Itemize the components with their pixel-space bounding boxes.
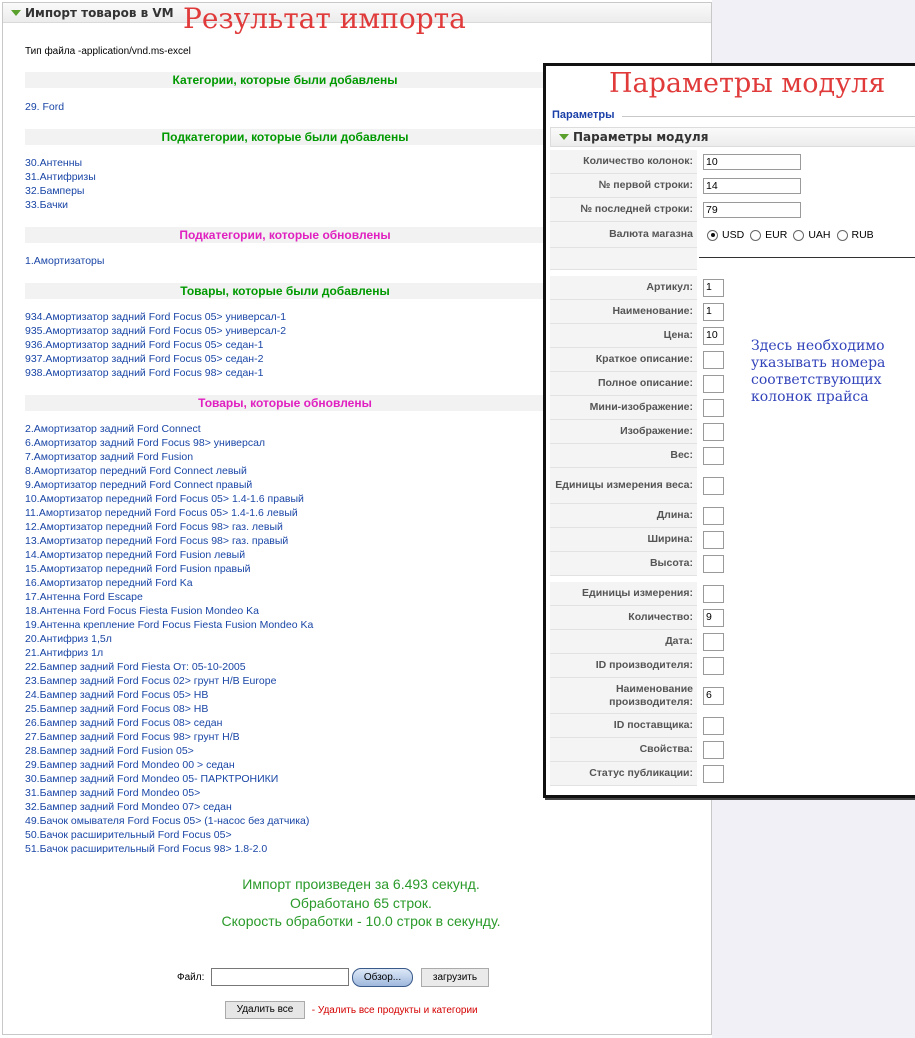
list-item[interactable]: 15.Амортизатор передний Ford Fusion правый — [25, 563, 251, 575]
list-item[interactable]: 31.Антифризы — [25, 171, 96, 183]
param-row — [550, 582, 915, 606]
currency-option-label: RUB — [851, 229, 874, 241]
param-label — [550, 276, 697, 300]
list-item[interactable]: 27.Бампер задний Ford Focus 98> грунт H/B — [25, 731, 240, 743]
param-row — [550, 606, 915, 630]
param-label-text: Единицы измерения веса: — [555, 479, 693, 491]
list-item[interactable]: 8.Амортизатор передний Ford Connect левый — [25, 465, 247, 477]
subcategories-updated-list — [25, 254, 104, 268]
list-item[interactable]: 28.Бампер задний Ford Fusion 05> — [25, 745, 194, 757]
param-label — [550, 420, 697, 444]
param-label — [550, 150, 697, 174]
param-label-text: ID поставщика: — [613, 719, 693, 731]
currency-option[interactable] — [837, 229, 874, 241]
param-label — [550, 444, 697, 468]
section-products-updated-title: Товары, которые обновлены — [25, 395, 545, 411]
radio-button[interactable] — [750, 230, 761, 241]
param-label — [550, 678, 697, 714]
param-row — [550, 504, 915, 528]
param-label-text: ID производителя: — [595, 659, 693, 671]
param-label — [550, 654, 697, 678]
param-input[interactable]: 10 — [703, 154, 801, 170]
param-input[interactable] — [703, 657, 724, 675]
note-line: колонок прайса — [751, 389, 869, 405]
section-products-added-title: Товары, которые были добавлены — [25, 283, 545, 299]
note-line: соответствующих — [751, 372, 882, 388]
module-params-panel — [543, 63, 915, 798]
list-item[interactable]: 20.Антифриз 1,5л — [25, 633, 112, 645]
param-row — [550, 762, 915, 786]
list-item[interactable]: 2.Амортизатор задний Ford Connect — [25, 423, 201, 435]
collapse-triangle-icon[interactable] — [559, 134, 569, 140]
list-item[interactable]: 21.Антифриз 1л — [25, 647, 104, 659]
params-subheader[interactable] — [550, 127, 915, 147]
list-item[interactable]: 11.Амортизатор передний Ford Focus 05> 1.4-1.6 левый — [25, 507, 298, 519]
params-overlay-label: Параметры модуля — [609, 68, 886, 99]
products-updated-list — [25, 422, 313, 856]
currency-option[interactable] — [750, 229, 787, 241]
params-tab-link[interactable]: Параметры — [552, 109, 615, 121]
list-item[interactable]: 32.Бампер задний Ford Mondeo 07> седан — [25, 801, 232, 813]
file-path-input[interactable] — [211, 968, 349, 986]
param-row — [550, 198, 915, 222]
list-item[interactable]: 12.Амортизатор передний Ford Focus 98> газ. левый — [25, 521, 283, 533]
list-item[interactable]: 934.Амортизатор задний Ford Focus 05> универсал-1 — [25, 311, 287, 323]
param-label — [550, 528, 697, 552]
param-label-text: Высота: — [649, 557, 693, 569]
panel-title: Импорт товаров в VM — [25, 6, 174, 20]
param-label-text: Статус публикации: — [589, 767, 693, 779]
param-input[interactable] — [703, 765, 724, 783]
list-item[interactable]: 937.Амортизатор задний Ford Focus 05> седан-2 — [25, 353, 264, 365]
param-row — [550, 276, 915, 300]
params-subtitle: Параметры модуля — [573, 130, 709, 144]
subcategories-added-list — [25, 156, 96, 212]
file-type-text: Тип файла -application/vnd.ms-excel — [25, 46, 191, 57]
browse-button[interactable]: Обзор... — [352, 968, 413, 987]
list-item[interactable]: 51.Бачок расширительный Ford Focus 98> 1.8-2.0 — [25, 843, 268, 855]
list-item[interactable]: 13.Амортизатор передний Ford Focus 98> газ. правый — [25, 535, 289, 547]
param-label-text: Изображение: — [620, 425, 693, 437]
summary-speed: Скорость обработки - 10.0 строк в секунду. — [221, 913, 501, 929]
param-input[interactable]: 10 — [703, 327, 724, 345]
currency-option[interactable] — [707, 229, 744, 241]
param-label-text: Мини-изображение: — [589, 401, 693, 413]
param-input[interactable]: 9 — [703, 609, 724, 627]
section-subcategories-updated-title: Подкатегории, которые обновлены — [25, 227, 545, 243]
list-item[interactable]: 29. Ford — [25, 101, 65, 113]
param-input[interactable]: 6 — [703, 687, 724, 705]
list-item[interactable]: 33.Бачки — [25, 199, 69, 211]
list-item[interactable]: 936.Амортизатор задний Ford Focus 05> седан-1 — [25, 339, 264, 351]
param-label — [550, 248, 697, 270]
param-label-text: № последней строки: — [580, 203, 693, 215]
param-label — [550, 324, 697, 348]
param-row — [550, 174, 915, 198]
currency-option-label: USD — [722, 229, 745, 241]
param-input[interactable]: 1 — [703, 279, 724, 297]
param-label — [550, 738, 697, 762]
param-label-text: Цена: — [663, 329, 693, 341]
note-line: Здесь необходимо — [751, 338, 885, 354]
param-spacer-row — [550, 248, 915, 270]
param-label — [550, 222, 697, 248]
param-input[interactable] — [703, 477, 724, 495]
param-input[interactable] — [703, 555, 724, 573]
delete-all-button[interactable]: Удалить все — [225, 1001, 305, 1019]
param-input[interactable] — [703, 741, 724, 759]
upload-button[interactable]: загрузить — [421, 968, 489, 987]
param-row — [550, 468, 915, 504]
currency-option-label: EUR — [765, 229, 788, 241]
list-item[interactable]: 30.Бампер задний Ford Mondeo 05- ПАРКТРОНИКИ — [25, 773, 279, 785]
param-input[interactable] — [703, 633, 724, 651]
currency-divider — [699, 257, 915, 258]
delete-all-description: - Удалить все продукты и категории — [311, 1004, 478, 1016]
list-item[interactable]: 32.Бамперы — [25, 185, 85, 197]
currency-radio-group — [707, 229, 880, 241]
param-label-text: Ширина: — [647, 533, 693, 545]
collapse-triangle-icon[interactable] — [11, 10, 21, 16]
param-row — [550, 630, 915, 654]
param-label — [550, 714, 697, 738]
param-label-text: Вес: — [670, 449, 693, 461]
categories-added-list — [25, 100, 64, 114]
param-label — [550, 762, 697, 786]
param-label-text: Свойства: — [639, 743, 693, 755]
list-item[interactable]: 50.Бачок расширительный Ford Focus 05> — [25, 829, 232, 841]
list-item[interactable]: 935.Амортизатор задний Ford Focus 05> универсал-2 — [25, 325, 287, 337]
param-input[interactable] — [703, 399, 724, 417]
param-input[interactable] — [703, 447, 724, 465]
param-input[interactable] — [703, 351, 724, 369]
summary-time: Импорт произведен за 6.493 секунд. — [242, 876, 480, 892]
list-item[interactable]: 22.Бампер задний Ford Fiesta От: 05-10-2005 — [25, 661, 246, 673]
products-added-list — [25, 310, 286, 380]
columns-hint-note — [751, 338, 885, 406]
param-label — [550, 630, 697, 654]
param-label-text: Полное описание: — [597, 377, 693, 389]
param-label — [550, 372, 697, 396]
radio-button[interactable] — [793, 230, 804, 241]
param-label-text: Артикул: — [646, 281, 693, 293]
param-input[interactable] — [703, 423, 724, 441]
list-item[interactable]: 24.Бампер задний Ford Focus 05> HB — [25, 689, 209, 701]
list-item[interactable]: 19.Антенна крепление Ford Focus Fiesta Fusion Mondeo Ka — [25, 619, 314, 631]
param-label-text: Валюта магазна — [609, 228, 693, 240]
params-divider — [622, 116, 915, 117]
param-input[interactable]: 79 — [703, 202, 801, 218]
param-label — [550, 348, 697, 372]
param-input[interactable] — [703, 717, 724, 735]
param-row — [550, 678, 915, 714]
list-item[interactable]: 7.Амортизатор задний Ford Fusion — [25, 451, 194, 463]
param-label — [550, 300, 697, 324]
param-row — [550, 300, 915, 324]
list-item[interactable]: 16.Амортизатор передний Ford Ka — [25, 577, 193, 589]
list-item[interactable]: 30.Антенны — [25, 157, 83, 169]
param-row — [550, 420, 915, 444]
param-label-text: Количество: — [628, 611, 693, 623]
delete-row — [225, 1001, 478, 1019]
list-item[interactable]: 49.Бачок омывателя Ford Focus 05> (1-насос без датчика) — [25, 815, 310, 827]
list-item[interactable]: 18.Антенна Ford Focus Fiesta Fusion Mondeo Ka — [25, 605, 259, 617]
param-label-text: Единицы измерения: — [582, 587, 693, 599]
list-item[interactable]: 26.Бампер задний Ford Focus 08> седан — [25, 717, 223, 729]
param-input[interactable] — [703, 375, 724, 393]
param-label-text: Краткое описание: — [595, 353, 693, 365]
param-input[interactable] — [703, 507, 724, 525]
param-row — [550, 552, 915, 576]
list-item[interactable]: 25.Бампер задний Ford Focus 08> HB — [25, 703, 209, 715]
param-label-text: Наименование: — [612, 305, 693, 317]
list-item[interactable]: 31.Бампер задний Ford Mondeo 05> — [25, 787, 201, 799]
result-overlay-label: Результат импорта — [183, 2, 466, 35]
radio-button[interactable] — [837, 230, 848, 241]
param-input[interactable] — [703, 585, 724, 603]
section-subcategories-added-title: Подкатегории, которые были добавлены — [25, 129, 545, 145]
param-label — [550, 396, 697, 420]
currency-option[interactable] — [793, 229, 830, 241]
param-input[interactable] — [703, 531, 724, 549]
radio-button[interactable] — [707, 230, 718, 241]
param-label — [550, 468, 697, 504]
param-row — [550, 714, 915, 738]
param-label-text: № первой строки: — [598, 179, 693, 191]
file-label: Файл: — [177, 972, 205, 983]
param-label-text: Количество колонок: — [583, 155, 693, 167]
param-row — [550, 150, 915, 174]
param-input[interactable]: 14 — [703, 178, 801, 194]
param-row — [550, 654, 915, 678]
param-label-text: Дата: — [665, 635, 693, 647]
list-item[interactable]: 9.Амортизатор передний Ford Connect правый — [25, 479, 253, 491]
param-row — [550, 222, 915, 248]
list-item[interactable]: 14.Амортизатор передний Ford Fusion левый — [25, 549, 246, 561]
currency-option-label: UAH — [808, 229, 831, 241]
param-row — [550, 528, 915, 552]
summary-rows: Обработано 65 строк. — [290, 894, 432, 911]
param-label — [550, 552, 697, 576]
list-item[interactable]: 6.Амортизатор задний Ford Focus 98> универсал — [25, 437, 266, 449]
list-item[interactable]: 17.Антенна Ford Escape — [25, 591, 143, 603]
param-label — [550, 504, 697, 528]
list-item[interactable]: 29.Бампер задний Ford Mondeo 00 > седан — [25, 759, 235, 771]
list-item[interactable]: 23.Бампер задний Ford Focus 02> грунт H/B Europe — [25, 675, 277, 687]
param-row — [550, 444, 915, 468]
param-label-text: Наименование производителя: — [609, 682, 693, 708]
param-row — [550, 738, 915, 762]
list-item[interactable]: 1.Амортизаторы — [25, 255, 105, 267]
list-item[interactable]: 10.Амортизатор передний Ford Focus 05> 1.4-1.6 правый — [25, 493, 304, 505]
param-label — [550, 174, 697, 198]
note-line: указывать номера — [751, 355, 886, 371]
import-summary — [123, 875, 599, 931]
param-label — [550, 582, 697, 606]
list-item[interactable]: 938.Амортизатор задний Ford Focus 98> седан-1 — [25, 367, 264, 379]
section-categories-added-title: Категории, которые были добавлены — [25, 72, 545, 88]
param-label — [550, 198, 697, 222]
param-input[interactable]: 1 — [703, 303, 724, 321]
param-label — [550, 606, 697, 630]
param-label-text: Длина: — [656, 509, 693, 521]
